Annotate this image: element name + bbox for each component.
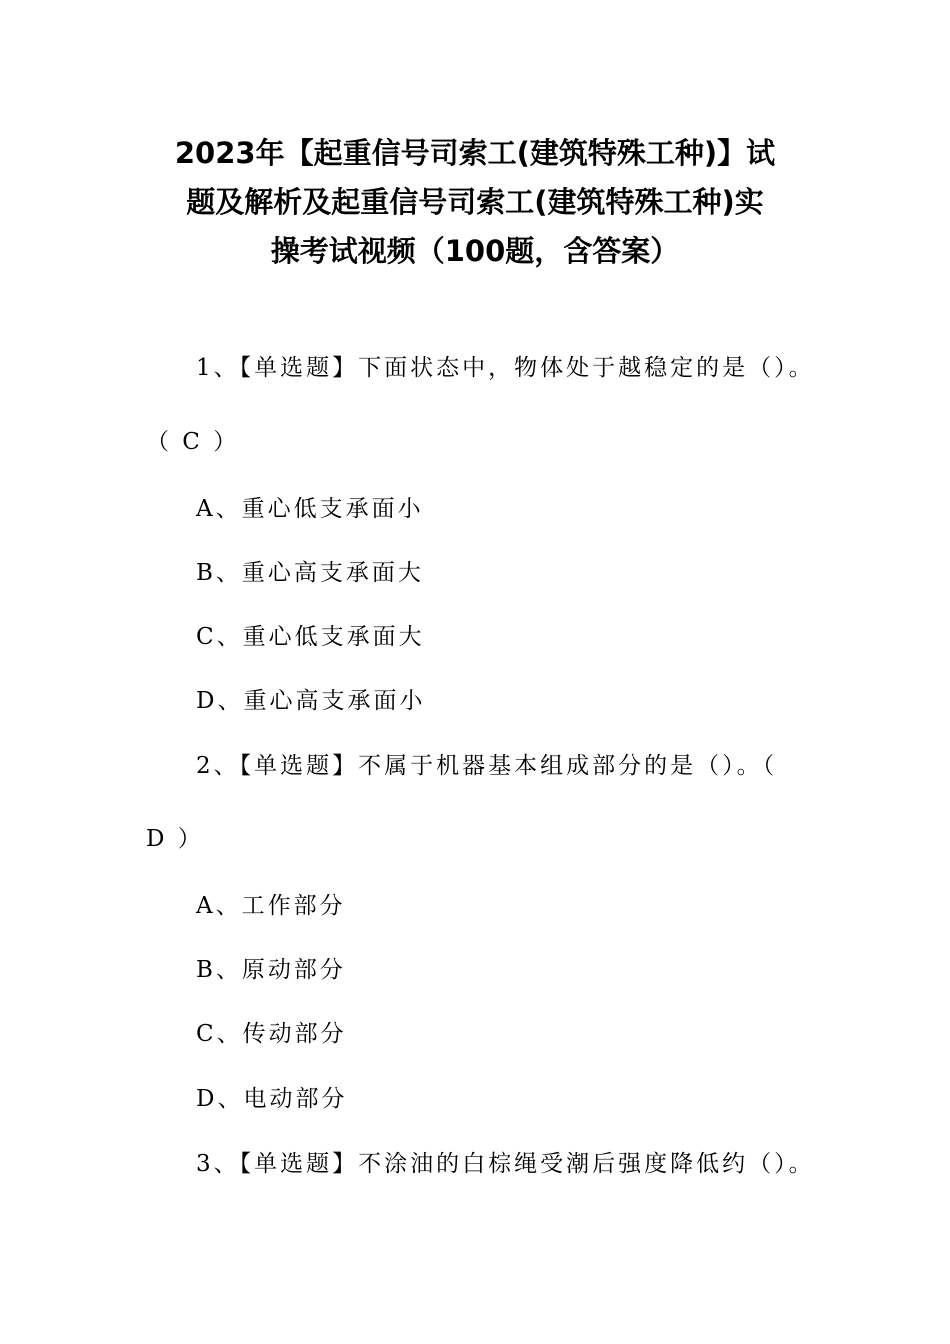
document-title-line-2: 题及解析及起重信号司索工(建筑特殊工种)实 [186,185,764,219]
question-2-option-d: D、电动部分 [196,1086,348,1112]
question-2-option-b: B、原动部分 [196,957,346,983]
question-2-answer: D ） [146,826,204,852]
question-1-option-d: D、重心高支承面小 [196,688,426,714]
question-1-option-c: C、重心低支承面大 [196,624,425,650]
question-1-option-a: A、重心低支承面小 [196,496,424,522]
question-2-option-a: A、工作部分 [196,893,346,919]
question-1-answer: （ C ） [146,429,240,455]
question-1-option-b: B、重心高支承面大 [196,560,424,586]
document-title-line-1: 2023年【起重信号司索工(建筑特殊工种)】试 [174,136,776,170]
document-title-line-3: 操考试视频（100题，含答案） [270,234,680,268]
question-3-stem: 3、【单选题】不涂油的白棕绳受潮后强度降低约（）。 [196,1151,815,1177]
question-2-option-c: C、传动部分 [196,1021,347,1047]
question-2-stem: 2、【单选题】不属于机器基本组成部分的是（）。（ [196,753,778,779]
question-1-stem: 1、【单选题】下面状态中，物体处于越稳定的是（）。 [196,355,815,381]
